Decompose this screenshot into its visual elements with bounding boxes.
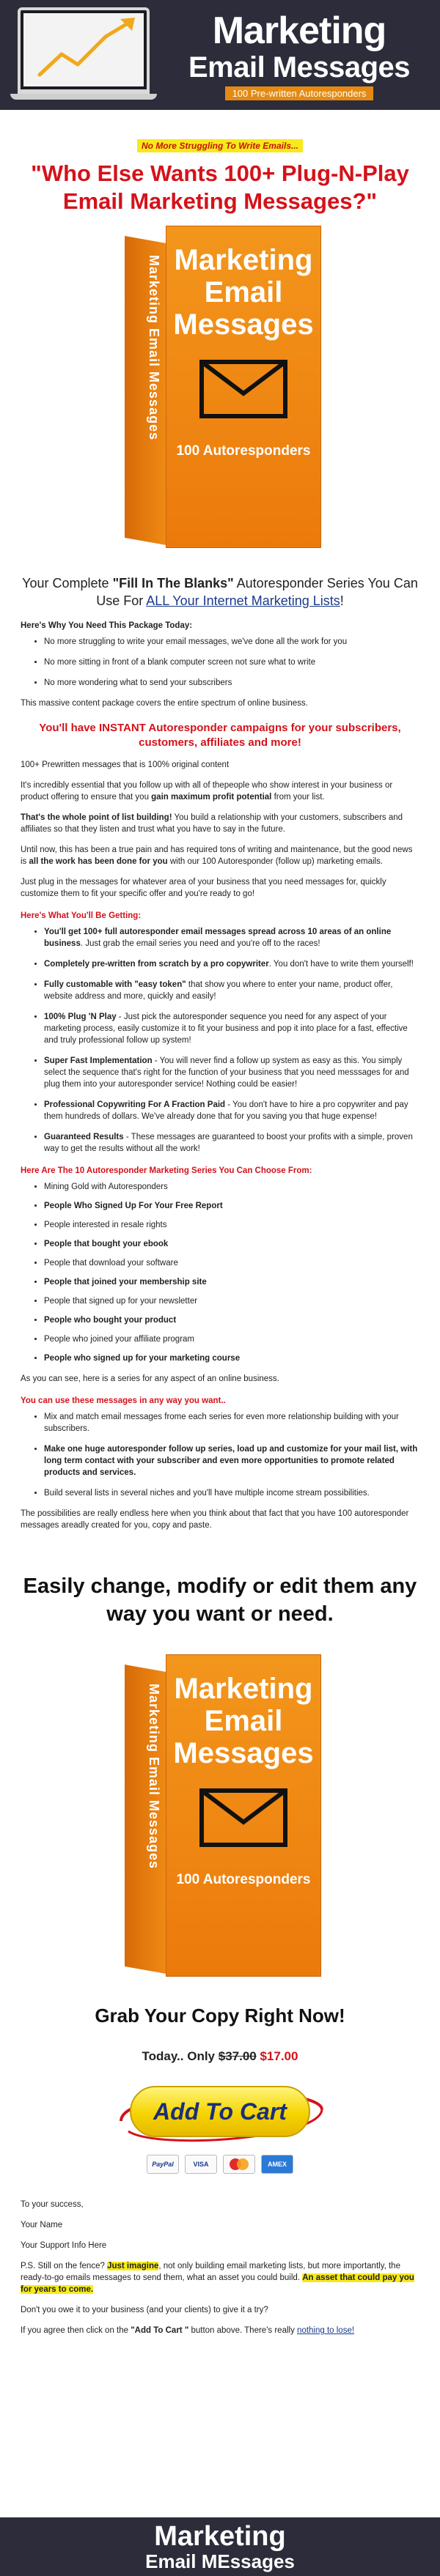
text: - You don't have to hire a pro copywriter and pay them hundreds of dollars. We've already done that for you saving you that huge expense! — [44, 1100, 408, 1121]
box-subtitle: 100 Autoresponders — [176, 443, 311, 459]
coverage-text: This massive content package covers the entire spectrum of online business. — [21, 699, 308, 708]
list-item: • People who bought your product — [44, 1314, 419, 1326]
list-item: • People that signed up for your newsletter — [44, 1295, 419, 1307]
kicker — [21, 139, 419, 152]
add-to-cart-label: Add To Cart — [153, 2098, 287, 2125]
grab-heading: Grab Your Copy Right Now! — [95, 2005, 345, 2027]
list-item — [44, 979, 419, 1002]
text: from your list. — [271, 793, 325, 802]
box-title-line3: Messages — [173, 308, 314, 341]
intro-pre: Your Complete — [22, 576, 113, 591]
box-title — [166, 244, 320, 341]
text: Until now, this has been a true pain and has required tons of writing and maintenance, but the good news is — [21, 845, 413, 866]
box-title-line2: Email — [204, 1705, 283, 1737]
series-heading: Here Are The 10 Autoresponder Marketing Series You Can Choose From: — [21, 1166, 312, 1175]
text-bold: gain maximum profit potential — [151, 793, 272, 802]
ways-after: The possibilities are really endless here when you think about that fact that you have 100 autoresponder messages areadly created for you, copy and paste. — [21, 1509, 409, 1530]
text: with our 100 Autoresponder (follow up) marketing emails. — [167, 857, 384, 866]
list-item: • People who joined your affiliate program — [44, 1333, 419, 1345]
intro-bold: "Fill In The Blanks" — [112, 576, 234, 591]
list-item: • People Who Signed Up For Your Free Report — [44, 1200, 419, 1212]
new-price: $17.00 — [260, 2049, 298, 2063]
brand-title-line2: Email Messages — [188, 51, 411, 84]
ps-text — [21, 2260, 419, 2295]
text-bold: 100% Plug 'N Play — [44, 1013, 117, 1021]
text-bold: Professional Copywriting For A Fraction Paid — [44, 1100, 226, 1109]
paypal-icon: PayPal — [147, 2155, 179, 2174]
brand-subtitle: 100 Pre-written Autoresponders — [225, 86, 374, 100]
text: - Just pick the autoresponder sequence you need for any aspect of your marketing process, easily customize it to fit your business and pop it into place for a fast, effective and truly professional follow up system! — [44, 1013, 408, 1045]
highlight-text: Just imagine — [107, 2262, 159, 2270]
footer-banner — [0, 2517, 440, 2576]
list-item — [44, 926, 419, 950]
sign-line: To your success, — [21, 2200, 84, 2209]
list-item: • People that joined your membership site — [44, 1276, 419, 1288]
old-price: $37.00 — [218, 2049, 257, 2063]
box-subtitle: 100 Autoresponders — [176, 1872, 311, 1887]
payment-cards — [21, 2155, 419, 2174]
header-banner — [0, 0, 440, 110]
text-bold: "Add To Cart " — [131, 2326, 189, 2335]
laptop-chart-graphic — [10, 7, 157, 101]
list-item — [44, 1055, 419, 1090]
why-list — [44, 636, 419, 689]
list-item — [44, 1011, 419, 1046]
para-list-building — [21, 812, 419, 835]
box-title-line3: Messages — [173, 1737, 314, 1769]
series-list — [44, 1181, 419, 1364]
para-plug-in: Just plug in the messages for whatever area of your business that you need messages for, quickly customize them to fit your specific offer and you're ready to go! — [21, 878, 386, 898]
list-item — [44, 1443, 419, 1478]
text: . You don't have to write them yourself! — [268, 960, 414, 969]
text: You build a relationship with your customers, subscribers and affiliates so that they listen and trust what you have to say in the future. — [21, 813, 403, 834]
list-item — [44, 1131, 419, 1155]
box-front — [166, 226, 321, 548]
intro-text — [21, 574, 419, 610]
add-to-cart-button[interactable] — [130, 2086, 310, 2137]
sign-name: Your Name — [21, 2221, 63, 2229]
kicker-text: No More Struggling To Write Emails... — [137, 139, 303, 152]
text-bold: Fully customable with "easy token" — [44, 980, 186, 989]
signature-block — [21, 2199, 419, 2336]
box-title-line1: Marketing — [174, 1673, 313, 1705]
text: It's incredibly essential that you follow up with all of thepeople who show interest in your business or product offering to ensure that you — [21, 781, 393, 802]
text: - These messages are guaranteed to boost your profits with a simple, proven way to get the results without all the work! — [44, 1133, 413, 1153]
list-item: • No more sitting in front of a blank computer screen not sure what to write — [44, 656, 419, 668]
why-heading: Here's Why You Need This Package Today: — [21, 621, 193, 630]
text: Build several lists in several niches and you'll have multiple income stream possibilities. — [44, 1489, 370, 1498]
list-item — [44, 1411, 419, 1435]
text: If you agree then click on the — [21, 2326, 131, 2335]
text-bold: Super Fast Implementation — [44, 1056, 153, 1065]
text: , not only building email marketing lists, but more importantly, the ready-to-go emails messages to send them, what an asset you could build. — [21, 2262, 400, 2282]
list-item — [44, 1487, 419, 1499]
envelope-icon — [199, 360, 287, 418]
text: button above. There's really — [188, 2326, 298, 2335]
text: that show you where to enter your name, product offer, website address and more, quickly and easily! — [44, 980, 393, 1001]
amex-icon: AMEX — [261, 2155, 293, 2174]
box-title-line2: Email — [204, 276, 283, 308]
headline: "Who Else Wants 100+ Plug-N-Play Email Marketing Messages?" — [31, 160, 409, 214]
brand-title-line1: Marketing — [212, 10, 386, 52]
content — [0, 139, 440, 2336]
easily-heading: Easily change, modify or edit them any way you want or need. — [23, 1574, 417, 1626]
growth-chart-icon — [10, 7, 157, 101]
list-item — [44, 958, 419, 970]
footer-logo — [0, 2522, 440, 2572]
box-title-line1: Marketing — [174, 244, 313, 276]
list-item: • No more struggling to write your email messages, we've done all the work for you — [44, 636, 419, 648]
para-until-now — [21, 844, 419, 867]
product-box-image-2 — [110, 1654, 330, 1983]
nothing-to-lose-link[interactable]: nothing to lose! — [297, 2326, 355, 2335]
box-spine-text: Marketing Email Messages — [147, 1684, 161, 1870]
intro-underline: ALL Your Internet Marketing Lists — [146, 593, 340, 608]
ways-list — [44, 1411, 419, 1499]
mastercard-icon — [223, 2155, 255, 2174]
text-bold: all the work has been done for you — [29, 857, 168, 866]
product-box-image — [110, 226, 330, 554]
owe-it-text: Don't you owe it to your business (and your clients) to give it a try? — [21, 2306, 268, 2314]
footer-title-line1: Marketing — [154, 2521, 286, 2552]
highlight-text: An asset that could pay you for years to come. — [21, 2273, 414, 2294]
getting-list — [44, 926, 419, 1155]
sign-support: Your Support Info Here — [21, 2241, 107, 2250]
text: . Just grab the email series you need and you're off to the races! — [80, 939, 320, 948]
brand-logo — [167, 10, 431, 100]
text-bold: You'll get 100+ full autoresponder email messages spread across 10 areas of an online business — [44, 928, 392, 948]
box-spine-text: Marketing Email Messages — [147, 255, 161, 441]
agree-text — [21, 2325, 419, 2336]
footer-title-line2: Email MEssages — [145, 2550, 295, 2572]
list-item: • People who signed up for your marketing course — [44, 1352, 419, 1364]
text: - You will never find a follow up system as easy as this. You simply select the sequence that's right for the function of your business that you need messsages for and plug them into your autoresponder service! Nothing could be easier! — [44, 1056, 409, 1089]
text: Mix and match email messages frome each series for even more relationship building with your subscribers. — [44, 1413, 399, 1433]
text-bold: Make one huge autoresponder follow up series, load up and customize for your mail list, with long term contact with your subscriber and even more opportunities to promote related products and services. — [44, 1445, 418, 1477]
intro-post: ! — [340, 593, 344, 608]
list-item: • Mining Gold with Autoresponders — [44, 1181, 419, 1193]
text-bold: Completely pre-written from scratch by a pro copywriter — [44, 960, 269, 969]
envelope-icon — [199, 1788, 287, 1847]
visa-icon: VISA — [185, 2155, 217, 2174]
text-bold: Guaranteed Results — [44, 1133, 124, 1141]
intro-mid: Autoresponder Series You Can Use For — [96, 576, 418, 608]
list-item: • People that download your software — [44, 1257, 419, 1269]
text-bold: That's the whole point of list building! — [21, 813, 172, 822]
para-follow-up — [21, 780, 419, 803]
box-front — [166, 1654, 321, 1977]
getting-heading: Here's What You'll Be Getting: — [21, 911, 142, 920]
series-after: As you can see, here is a series for any aspect of an online business. — [21, 1374, 279, 1383]
add-to-cart-area — [114, 2080, 326, 2147]
list-item: • No more wondering what to send your subscribers — [44, 677, 419, 689]
instant-callout: You'll have INSTANT Autoresponder campaigns for your subscribers, customers, affiliates and more! — [39, 722, 401, 749]
price-line — [21, 2049, 419, 2064]
list-item: • People interested in resale rights — [44, 1219, 419, 1231]
box-title — [166, 1673, 320, 1769]
list-item — [44, 1099, 419, 1122]
list-item: • People that bought your ebook — [44, 1238, 419, 1250]
para-original: 100+ Prewritten messages that is 100% original content — [21, 760, 230, 769]
text: P.S. Still on the fence? — [21, 2262, 108, 2270]
price-label: Today.. Only — [142, 2049, 219, 2063]
ways-heading: You can use these messages in any way you want.. — [21, 1396, 226, 1405]
